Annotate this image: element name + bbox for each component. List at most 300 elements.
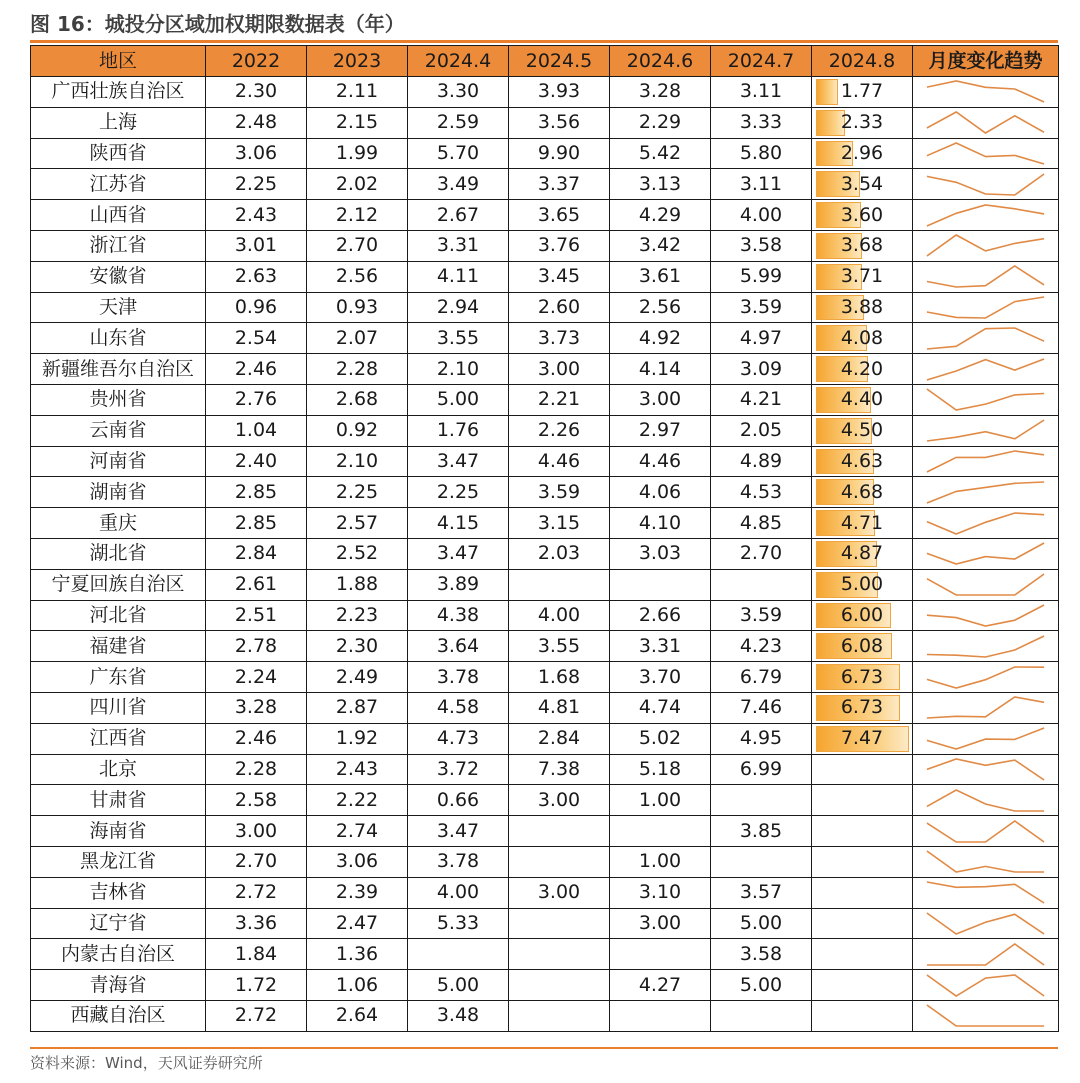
region-cell: 甘肃省 <box>31 785 206 816</box>
table-row <box>31 538 1059 569</box>
sparkline-series <box>927 697 1044 718</box>
value-cell: 2.43 <box>206 200 307 231</box>
value-cell: 4.38 <box>408 600 509 631</box>
value-cell: 2.76 <box>206 384 307 415</box>
value-cell: 4.29 <box>610 200 711 231</box>
region-cell: 重庆 <box>31 508 206 539</box>
bar-cell-2024-8 <box>812 723 913 754</box>
value-cell: 3.45 <box>509 261 610 292</box>
value-cell <box>509 970 610 1001</box>
bar-cell-2024-8 <box>812 908 913 939</box>
value-cell: 4.46 <box>509 446 610 477</box>
value-cell: 3.28 <box>206 692 307 723</box>
value-cell: 3.70 <box>610 662 711 693</box>
data-bar <box>816 79 838 105</box>
table-row <box>31 477 1059 508</box>
value-cell: 3.06 <box>206 138 307 169</box>
value-cell <box>610 569 711 600</box>
sparkline-cell <box>913 692 1059 723</box>
value-cell: 0.93 <box>307 292 408 323</box>
sparkline-series <box>927 636 1044 657</box>
region-cell: 内蒙古自治区 <box>31 939 206 970</box>
sparkline-series <box>927 266 1044 287</box>
header-trend: 月度变化趋势 <box>913 46 1059 77</box>
sparkline-series <box>927 882 1044 903</box>
value-cell: 2.58 <box>206 785 307 816</box>
bar-value-label: 4.68 <box>840 480 884 503</box>
value-cell: 3.59 <box>711 292 812 323</box>
table-body <box>31 77 1059 1032</box>
bar-value-label: 3.60 <box>840 203 884 226</box>
value-cell: 4.58 <box>408 692 509 723</box>
value-cell <box>509 816 610 847</box>
value-cell: 4.21 <box>711 384 812 415</box>
header-2022: 2022 <box>206 46 307 77</box>
sparkline-chart <box>913 478 1058 507</box>
bar-cell-2024-8 <box>812 200 913 231</box>
sparkline-chart <box>913 539 1058 568</box>
sparkline-cell <box>913 754 1059 785</box>
value-cell: 2.68 <box>307 384 408 415</box>
bar-cell-2024-8 <box>812 538 913 569</box>
bar-value-label: 2.33 <box>840 111 884 134</box>
sparkline-series <box>927 1005 1044 1026</box>
value-cell: 5.00 <box>408 384 509 415</box>
sparkline-series <box>927 328 1044 349</box>
value-cell: 3.00 <box>509 354 610 385</box>
value-cell <box>711 846 812 877</box>
value-cell: 2.94 <box>408 292 509 323</box>
value-cell: 3.61 <box>610 261 711 292</box>
bar-value-label: 4.20 <box>840 357 884 380</box>
value-cell: 2.46 <box>206 723 307 754</box>
value-cell <box>610 1000 711 1031</box>
sparkline-cell <box>913 939 1059 970</box>
value-cell: 4.14 <box>610 354 711 385</box>
table-row <box>31 816 1059 847</box>
value-cell: 3.42 <box>610 230 711 261</box>
sparkline-chart <box>913 570 1058 599</box>
sparkline-cell <box>913 631 1059 662</box>
value-cell: 2.46 <box>206 354 307 385</box>
bar-cell-2024-8 <box>812 939 913 970</box>
sparkline-chart <box>913 817 1058 846</box>
table-row <box>31 323 1059 354</box>
bar-value-label: 3.54 <box>840 172 884 195</box>
value-cell: 3.47 <box>408 538 509 569</box>
region-cell: 黑龙江省 <box>31 846 206 877</box>
bar-value-label: 6.08 <box>840 634 884 657</box>
sparkline-cell <box>913 107 1059 138</box>
value-cell: 2.56 <box>307 261 408 292</box>
sparkline-cell <box>913 169 1059 200</box>
value-cell: 4.81 <box>509 692 610 723</box>
sparkline-chart <box>913 601 1058 630</box>
sparkline-cell <box>913 354 1059 385</box>
sparkline-chart <box>913 324 1058 353</box>
region-cell: 新疆维吾尔自治区 <box>31 354 206 385</box>
table-row <box>31 292 1059 323</box>
header-2023: 2023 <box>307 46 408 77</box>
value-cell: 3.00 <box>509 785 610 816</box>
region-cell: 辽宁省 <box>31 908 206 939</box>
sparkline-series <box>927 975 1044 996</box>
value-cell: 3.09 <box>711 354 812 385</box>
sparkline-chart <box>913 231 1058 260</box>
value-cell: 3.93 <box>509 77 610 108</box>
value-cell: 4.92 <box>610 323 711 354</box>
region-cell: 福建省 <box>31 631 206 662</box>
sparkline-chart <box>913 201 1058 230</box>
value-cell: 1.84 <box>206 939 307 970</box>
table-row <box>31 785 1059 816</box>
sparkline-series <box>927 389 1044 410</box>
value-cell: 3.76 <box>509 230 610 261</box>
value-cell <box>711 785 812 816</box>
sparkline-cell <box>913 846 1059 877</box>
sparkline-chart <box>913 724 1058 753</box>
bar-cell-2024-8 <box>812 692 913 723</box>
sparkline-series <box>927 482 1044 503</box>
bar-cell-2024-8 <box>812 508 913 539</box>
value-cell <box>509 569 610 600</box>
value-cell <box>509 939 610 970</box>
value-cell: 2.60 <box>509 292 610 323</box>
value-cell: 2.56 <box>610 292 711 323</box>
value-cell: 2.02 <box>307 169 408 200</box>
value-cell: 3.47 <box>408 446 509 477</box>
value-cell: 2.49 <box>307 662 408 693</box>
value-cell: 2.24 <box>206 662 307 693</box>
sparkline-cell <box>913 477 1059 508</box>
value-cell: 3.15 <box>509 508 610 539</box>
table-row <box>31 908 1059 939</box>
region-cell: 湖北省 <box>31 538 206 569</box>
value-cell: 4.23 <box>711 631 812 662</box>
value-cell: 3.73 <box>509 323 610 354</box>
sparkline-series <box>927 235 1044 256</box>
table-row <box>31 662 1059 693</box>
bar-value-label: 2.96 <box>840 141 884 164</box>
value-cell: 2.11 <box>307 77 408 108</box>
value-cell: 2.25 <box>408 477 509 508</box>
value-cell: 3.00 <box>610 384 711 415</box>
value-cell: 2.85 <box>206 508 307 539</box>
value-cell: 3.89 <box>408 569 509 600</box>
value-cell: 2.51 <box>206 600 307 631</box>
sparkline-cell <box>913 415 1059 446</box>
value-cell: 2.40 <box>206 446 307 477</box>
sparkline-chart <box>913 509 1058 538</box>
region-cell: 天津 <box>31 292 206 323</box>
sparkline-series <box>927 728 1044 749</box>
region-cell: 贵州省 <box>31 384 206 415</box>
value-cell: 3.03 <box>610 538 711 569</box>
table-row <box>31 261 1059 292</box>
region-cell: 海南省 <box>31 816 206 847</box>
value-cell: 3.28 <box>610 77 711 108</box>
value-cell: 2.70 <box>711 538 812 569</box>
region-cell: 河北省 <box>31 600 206 631</box>
bar-value-label: 5.00 <box>840 573 884 596</box>
sparkline-chart <box>913 77 1058 106</box>
value-cell: 3.59 <box>509 477 610 508</box>
value-cell: 2.84 <box>509 723 610 754</box>
value-cell: 3.37 <box>509 169 610 200</box>
table-row <box>31 107 1059 138</box>
value-cell: 2.22 <box>307 785 408 816</box>
region-cell: 湖南省 <box>31 477 206 508</box>
value-cell: 1.76 <box>408 415 509 446</box>
value-cell: 2.28 <box>307 354 408 385</box>
value-cell: 5.00 <box>711 908 812 939</box>
value-cell: 2.78 <box>206 631 307 662</box>
bar-cell-2024-8 <box>812 631 913 662</box>
bar-value-label: 4.08 <box>840 326 884 349</box>
region-cell: 江西省 <box>31 723 206 754</box>
sparkline-cell <box>913 261 1059 292</box>
value-cell: 5.33 <box>408 908 509 939</box>
table-row <box>31 754 1059 785</box>
value-cell: 2.28 <box>206 754 307 785</box>
table-row <box>31 138 1059 169</box>
sparkline-chart <box>913 755 1058 784</box>
sparkline-cell <box>913 723 1059 754</box>
value-cell: 2.54 <box>206 323 307 354</box>
value-cell: 2.63 <box>206 261 307 292</box>
sparkline-chart <box>913 663 1058 692</box>
region-cell: 陕西省 <box>31 138 206 169</box>
bar-value-label: 3.71 <box>840 265 884 288</box>
value-cell: 4.00 <box>408 877 509 908</box>
value-cell: 2.87 <box>307 692 408 723</box>
region-cell: 四川省 <box>31 692 206 723</box>
bar-cell-2024-8 <box>812 169 913 200</box>
value-cell: 3.55 <box>408 323 509 354</box>
sparkline-chart <box>913 847 1058 876</box>
sparkline-chart <box>913 108 1058 137</box>
sparkline-chart <box>913 262 1058 291</box>
sparkline-cell <box>913 1000 1059 1031</box>
header-row <box>31 46 1059 77</box>
value-cell: 3.00 <box>509 877 610 908</box>
sparkline-chart <box>913 878 1058 907</box>
sparkline-series <box>927 297 1044 318</box>
value-cell: 2.52 <box>307 538 408 569</box>
sparkline-chart <box>913 355 1058 384</box>
value-cell: 5.42 <box>610 138 711 169</box>
value-cell: 2.85 <box>206 477 307 508</box>
value-cell: 2.25 <box>307 477 408 508</box>
value-cell: 2.10 <box>408 354 509 385</box>
sparkline-cell <box>913 323 1059 354</box>
bar-cell-2024-8 <box>812 384 913 415</box>
sparkline-chart <box>913 632 1058 661</box>
sparkline-series <box>927 81 1044 102</box>
value-cell: 4.00 <box>509 600 610 631</box>
value-cell: 3.11 <box>711 169 812 200</box>
sparkline-cell <box>913 785 1059 816</box>
region-cell: 山东省 <box>31 323 206 354</box>
table-row <box>31 1000 1059 1031</box>
value-cell: 3.58 <box>711 939 812 970</box>
value-cell: 4.06 <box>610 477 711 508</box>
value-cell: 2.72 <box>206 1000 307 1031</box>
value-cell: 3.59 <box>711 600 812 631</box>
bar-cell-2024-8 <box>812 261 913 292</box>
value-cell: 2.64 <box>307 1000 408 1031</box>
value-cell <box>509 1000 610 1031</box>
value-cell: 2.43 <box>307 754 408 785</box>
header-2024-4: 2024.4 <box>408 46 509 77</box>
value-cell: 9.90 <box>509 138 610 169</box>
value-cell: 1.00 <box>610 846 711 877</box>
header-2024-5: 2024.5 <box>509 46 610 77</box>
sparkline-chart <box>913 447 1058 476</box>
title-rule <box>30 40 1058 43</box>
region-cell: 青海省 <box>31 970 206 1001</box>
value-cell: 2.97 <box>610 415 711 446</box>
value-cell: 1.72 <box>206 970 307 1001</box>
region-cell: 西藏自治区 <box>31 1000 206 1031</box>
table-row <box>31 569 1059 600</box>
table-row <box>31 508 1059 539</box>
source-rule <box>30 1047 1058 1049</box>
value-cell: 2.21 <box>509 384 610 415</box>
value-cell: 4.46 <box>610 446 711 477</box>
sparkline-series <box>927 851 1044 872</box>
value-cell: 5.70 <box>408 138 509 169</box>
sparkline-series <box>927 759 1044 780</box>
value-cell: 2.59 <box>408 107 509 138</box>
value-cell: 3.33 <box>711 107 812 138</box>
value-cell: 5.80 <box>711 138 812 169</box>
table-row <box>31 877 1059 908</box>
value-cell: 2.70 <box>307 230 408 261</box>
sparkline-chart <box>913 170 1058 199</box>
value-cell: 5.18 <box>610 754 711 785</box>
value-cell: 0.66 <box>408 785 509 816</box>
region-cell: 云南省 <box>31 415 206 446</box>
sparkline-cell <box>913 662 1059 693</box>
value-cell: 3.65 <box>509 200 610 231</box>
value-cell: 2.66 <box>610 600 711 631</box>
bar-cell-2024-8 <box>812 754 913 785</box>
value-cell: 5.00 <box>408 970 509 1001</box>
sparkline-series <box>927 112 1044 133</box>
value-cell: 5.00 <box>711 970 812 1001</box>
value-cell: 3.06 <box>307 846 408 877</box>
value-cell: 4.85 <box>711 508 812 539</box>
value-cell: 4.97 <box>711 323 812 354</box>
value-cell: 2.67 <box>408 200 509 231</box>
value-cell: 1.00 <box>610 785 711 816</box>
sparkline-series <box>927 451 1044 472</box>
value-cell: 4.11 <box>408 261 509 292</box>
value-cell: 7.46 <box>711 692 812 723</box>
value-cell: 0.96 <box>206 292 307 323</box>
value-cell: 3.48 <box>408 1000 509 1031</box>
value-cell: 2.05 <box>711 415 812 446</box>
sparkline-series <box>927 143 1044 164</box>
bar-cell-2024-8 <box>812 477 913 508</box>
value-cell: 3.58 <box>711 230 812 261</box>
value-cell: 1.36 <box>307 939 408 970</box>
sparkline-series <box>927 790 1044 811</box>
bar-value-label: 4.50 <box>840 419 884 442</box>
sparkline-series <box>927 513 1044 534</box>
bar-value-label: 6.73 <box>840 665 884 688</box>
header-2024-6: 2024.6 <box>610 46 711 77</box>
value-cell: 3.49 <box>408 169 509 200</box>
value-cell: 2.84 <box>206 538 307 569</box>
value-cell: 1.88 <box>307 569 408 600</box>
value-cell: 2.30 <box>206 77 307 108</box>
value-cell: 4.89 <box>711 446 812 477</box>
region-cell: 山西省 <box>31 200 206 231</box>
bar-cell-2024-8 <box>812 569 913 600</box>
value-cell: 3.01 <box>206 230 307 261</box>
value-cell: 4.27 <box>610 970 711 1001</box>
value-cell: 6.99 <box>711 754 812 785</box>
bar-value-label: 4.87 <box>840 542 884 565</box>
value-cell: 7.38 <box>509 754 610 785</box>
sparkline-series <box>927 944 1044 965</box>
sparkline-chart <box>913 693 1058 722</box>
sparkline-cell <box>913 77 1059 108</box>
value-cell: 3.78 <box>408 662 509 693</box>
value-cell: 3.85 <box>711 816 812 847</box>
sparkline-series <box>927 574 1044 595</box>
value-cell: 5.02 <box>610 723 711 754</box>
value-cell: 4.73 <box>408 723 509 754</box>
table-row <box>31 939 1059 970</box>
value-cell <box>610 816 711 847</box>
value-cell: 3.36 <box>206 908 307 939</box>
bar-cell-2024-8 <box>812 846 913 877</box>
table-row <box>31 631 1059 662</box>
bar-value-label: 6.73 <box>840 696 884 719</box>
region-cell: 浙江省 <box>31 230 206 261</box>
bar-cell-2024-8 <box>812 785 913 816</box>
bar-cell-2024-8 <box>812 1000 913 1031</box>
table-row <box>31 415 1059 446</box>
value-cell: 2.72 <box>206 877 307 908</box>
value-cell: 3.31 <box>610 631 711 662</box>
value-cell: 2.23 <box>307 600 408 631</box>
value-cell: 3.78 <box>408 846 509 877</box>
value-cell: 3.30 <box>408 77 509 108</box>
sparkline-chart <box>913 1001 1058 1030</box>
figure-title: 图 16：城投分区域加权期限数据表（年） <box>30 12 405 36</box>
bar-cell-2024-8 <box>812 600 913 631</box>
value-cell: 2.26 <box>509 415 610 446</box>
sparkline-series <box>927 420 1044 441</box>
bar-cell-2024-8 <box>812 816 913 847</box>
value-cell: 3.10 <box>610 877 711 908</box>
value-cell: 4.53 <box>711 477 812 508</box>
sparkline-cell <box>913 138 1059 169</box>
sparkline-series <box>927 205 1044 226</box>
value-cell: 0.92 <box>307 415 408 446</box>
table-row <box>31 169 1059 200</box>
sparkline-chart <box>913 786 1058 815</box>
data-table <box>30 45 1059 1032</box>
table-row <box>31 230 1059 261</box>
value-cell: 5.99 <box>711 261 812 292</box>
value-cell: 2.70 <box>206 846 307 877</box>
sparkline-cell <box>913 908 1059 939</box>
